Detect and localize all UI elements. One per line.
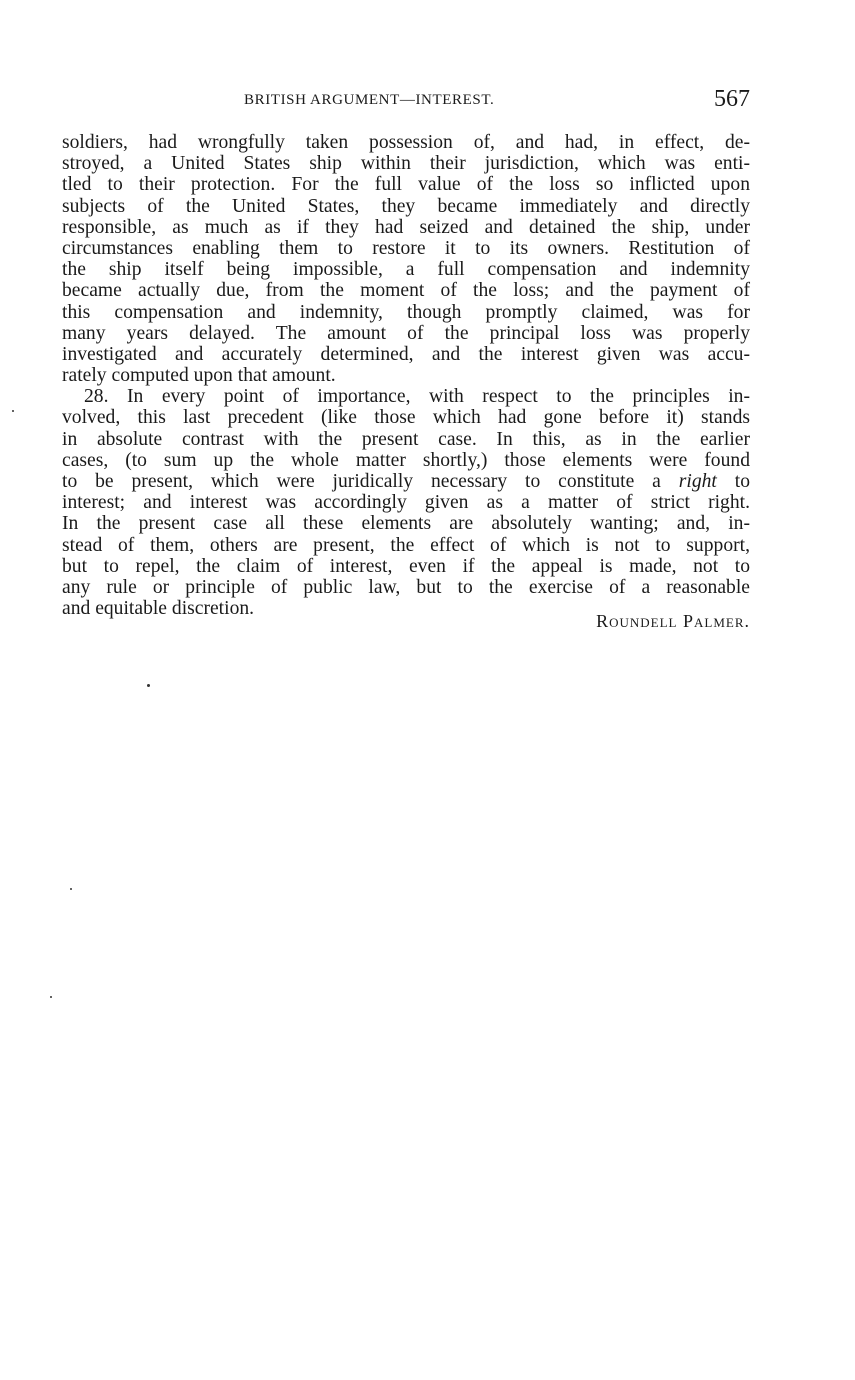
text-line: volved, this last precedent (like those which had gone before it) stands bbox=[62, 407, 750, 429]
text-line-with-italic bbox=[62, 471, 750, 492]
text-line: any rule or principle of public law, but to the exercise of a reasonable bbox=[62, 576, 750, 598]
page-number: 567 bbox=[714, 86, 750, 112]
text-line: stroyed, a United States ship within their jurisdiction, which was enti- bbox=[62, 153, 750, 175]
body-text bbox=[62, 132, 750, 619]
text-line: soldiers, had wrongfully taken possession of, and had, in effect, de- bbox=[62, 132, 750, 153]
text-line: investigated and accurately determined, and the interest given was accu- bbox=[62, 343, 750, 365]
running-head bbox=[62, 86, 750, 116]
running-title: BRITISH ARGUMENT—INTEREST. bbox=[244, 92, 495, 108]
text-line: cases, (to sum up the whole matter shortly,) those elements were found bbox=[62, 449, 750, 471]
print-speck bbox=[50, 996, 52, 998]
text-fragment: to be present, which were juridically necessary to constitute a bbox=[62, 471, 679, 492]
text-line: became actually due, from the moment of the loss; and the payment of bbox=[62, 280, 750, 302]
text-line: this compensation and indemnity, though promptly claimed, was for bbox=[62, 301, 750, 323]
print-speck bbox=[70, 888, 72, 890]
text-line: subjects of the United States, they became immediately and directly bbox=[62, 195, 750, 217]
text-fragment: to bbox=[716, 471, 750, 492]
text-line: circumstances enabling them to restore it to its owners. Restitution of bbox=[62, 237, 750, 259]
text-line: rately computed upon that amount. bbox=[62, 365, 336, 387]
text-line: many years delayed. The amount of the principal loss was properly bbox=[62, 322, 750, 344]
text-line: tled to their protection. For the full value of the loss so inflicted upon bbox=[62, 174, 750, 196]
text-line: but to repel, the claim of interest, even if the appeal is made, not to bbox=[62, 555, 750, 577]
text-line: the ship itself being impossible, a full compensation and indemnity bbox=[62, 259, 750, 281]
italic-word: right bbox=[678, 471, 717, 492]
text-line: and equitable discretion. bbox=[62, 598, 255, 620]
text-line: 28. In every point of importance, with respect to the principles in- bbox=[84, 386, 750, 408]
print-speck bbox=[147, 684, 150, 687]
text-line: In the present case all these elements are absolutely wanting; and, in- bbox=[62, 513, 750, 535]
text-line: responsible, as much as if they had seized and detained the ship, under bbox=[62, 216, 750, 238]
text-line: interest; and interest was accordingly given as a matter of strict right. bbox=[62, 492, 750, 514]
text-line: stead of them, others are present, the effect of which is not to support, bbox=[62, 534, 750, 556]
text-line: in absolute contrast with the present case. In this, as in the earlier bbox=[62, 428, 750, 450]
signature: Roundell Palmer. bbox=[596, 611, 750, 631]
print-speck bbox=[12, 410, 14, 412]
